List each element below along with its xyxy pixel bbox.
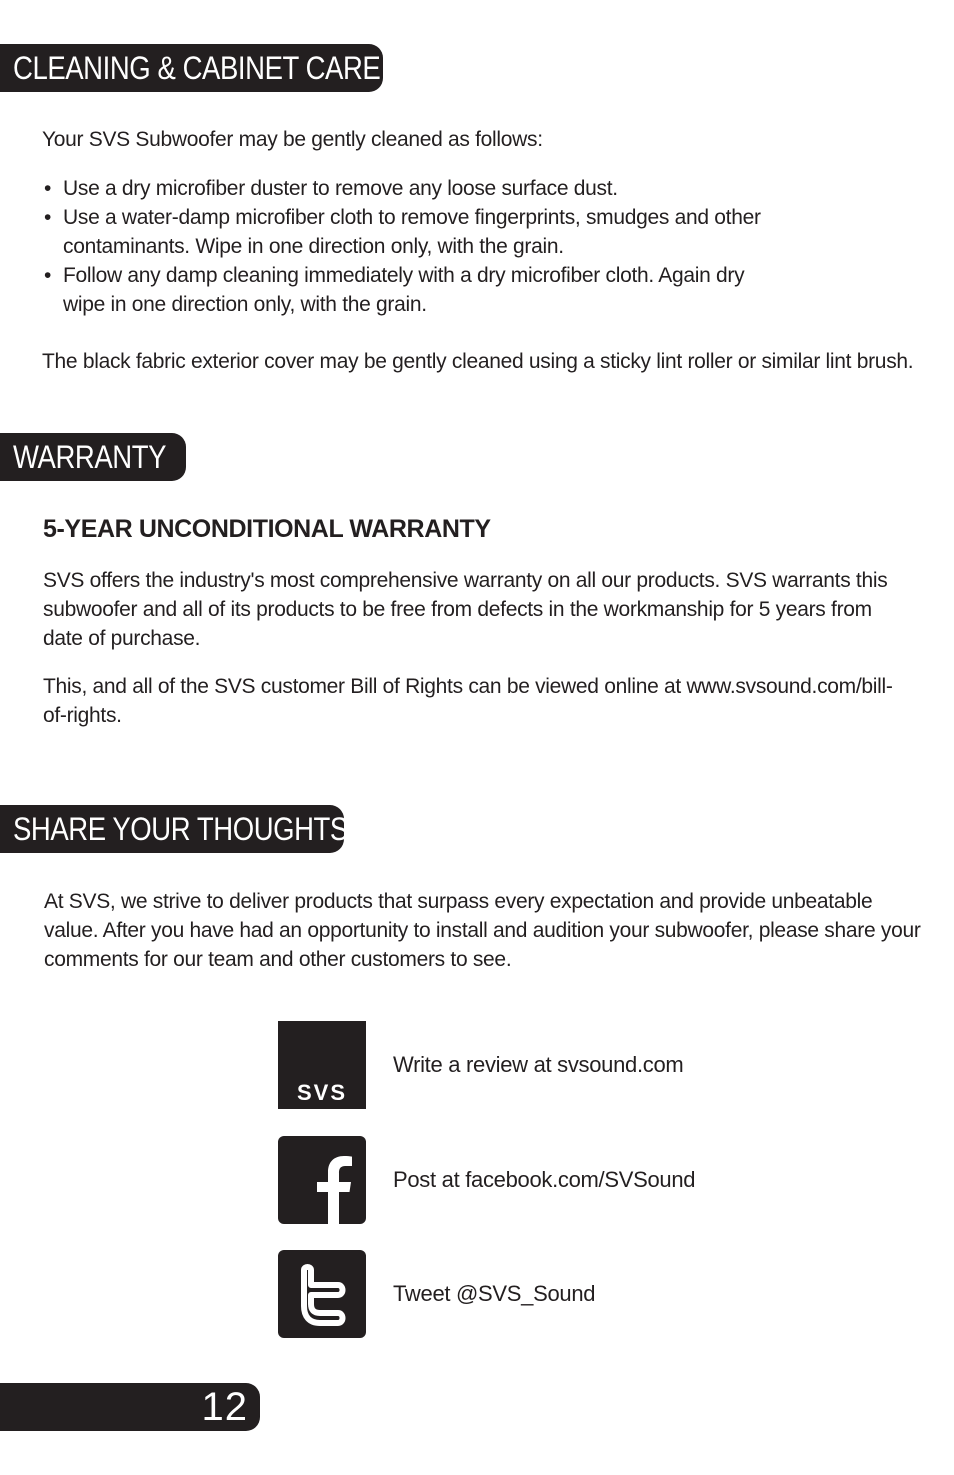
- section-header-warranty: [0, 433, 186, 481]
- list-item: • Use a dry microfiber duster to remove any loose surface dust.: [44, 174, 764, 203]
- cleaning-steps-list: [44, 174, 764, 319]
- warranty-heading: 5-YEAR UNCONDITIONAL WARRANTY: [43, 515, 491, 543]
- review-label[interactable]: Write a review at svsound.com: [393, 1052, 684, 1077]
- svs-logo-text: SVS: [296, 1080, 348, 1105]
- page-number: 12: [201, 1385, 248, 1429]
- section-title: SHARE YOUR THOUGHTS: [13, 811, 348, 847]
- section-header-cleaning: [0, 44, 383, 92]
- list-item: • Follow any damp cleaning immediately with a dry microfiber cloth. Again dry wipe in one direction only, with the grain.: [44, 261, 764, 319]
- section-title: WARRANTY: [13, 439, 167, 475]
- cleaning-intro: Your SVS Subwoofer may be gently cleaned as follows:: [42, 128, 543, 151]
- facebook-label[interactable]: Post at facebook.com/SVSound: [393, 1167, 696, 1192]
- warranty-paragraph: This, and all of the SVS customer Bill of Rights can be viewed online at www.svsound.com/bill-of-rights.: [43, 675, 893, 727]
- facebook-row[interactable]: [278, 1136, 695, 1224]
- svs-logo-icon: [278, 1021, 366, 1109]
- twitter-icon: [278, 1250, 366, 1338]
- cleaning-note: The black fabric exterior cover may be gently cleaned using a sticky lint roller or similar lint brush.: [42, 350, 914, 373]
- list-item: • Use a water-damp microfiber cloth to remove fingerprints, smudges and other contaminants. Wipe in one direction only, with the grain.: [44, 203, 764, 261]
- twitter-row[interactable]: [278, 1250, 595, 1338]
- warranty-paragraph: SVS offers the industry's most comprehensive warranty on all our products. SVS warrants this subwoofer and all of its products to be free from defects in the workmanship for 5 years from date of purchase.: [43, 569, 888, 650]
- section-title: CLEANING & CABINET CARE: [13, 50, 381, 86]
- review-row[interactable]: [278, 1021, 683, 1109]
- section-header-share: [0, 805, 348, 853]
- share-paragraph: At SVS, we strive to deliver products that surpass every expectation and provide unbeatable value. After you have had an opportunity to install and audition your subwoofer, please share your comments for our team and other customers to see.: [44, 890, 921, 971]
- facebook-icon: [278, 1136, 366, 1224]
- twitter-label[interactable]: Tweet @SVS_Sound: [393, 1281, 596, 1306]
- page-number-bar: [0, 1383, 260, 1431]
